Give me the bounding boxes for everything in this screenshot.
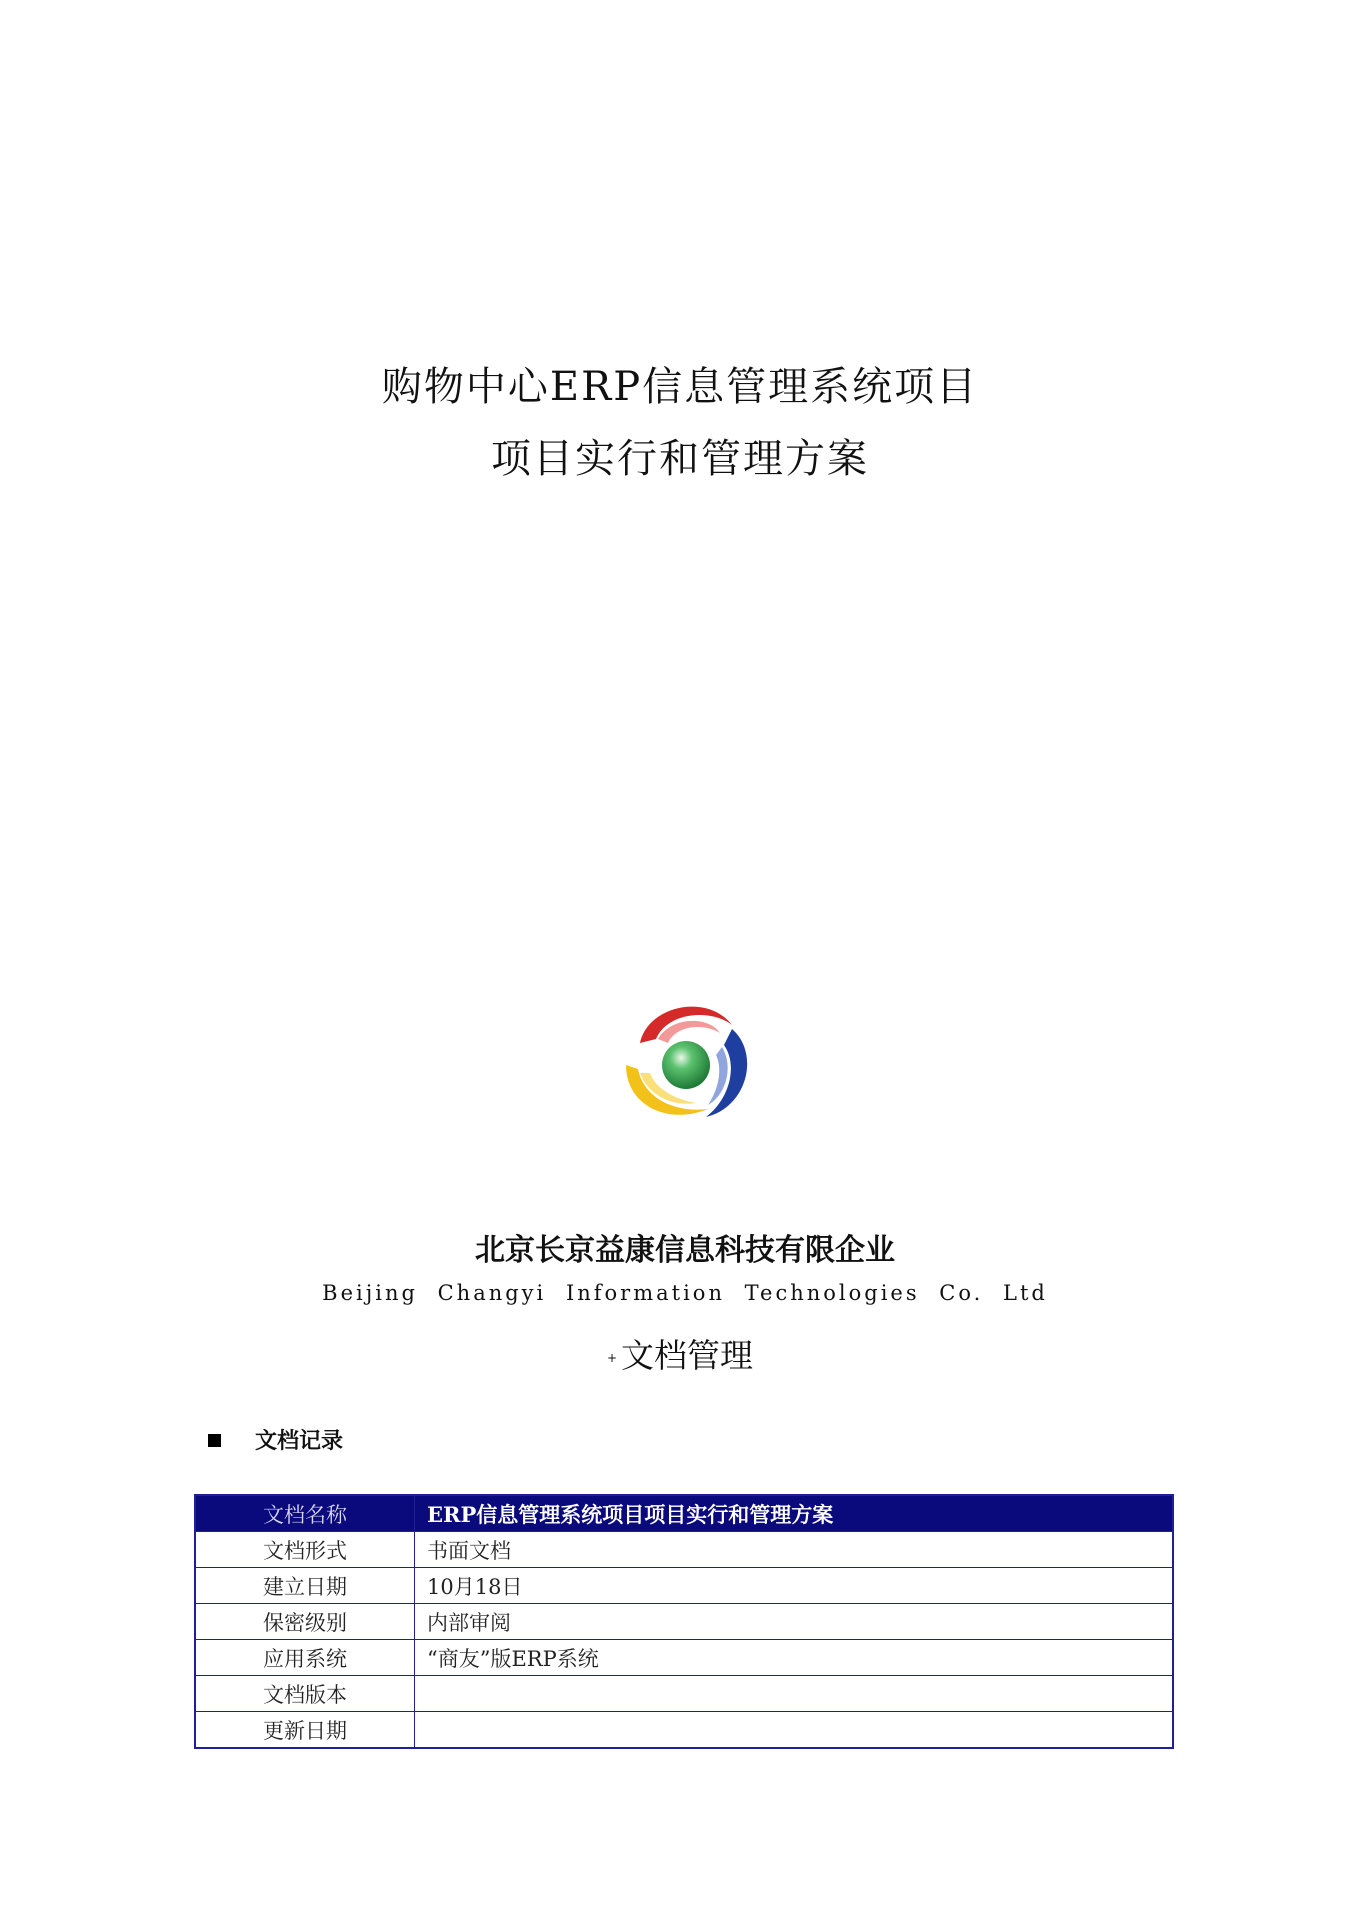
logo-green-ball bbox=[662, 1041, 710, 1089]
row-value: ERP信息管理系统项目项目实行和管理方案 bbox=[415, 1495, 1174, 1532]
row-value bbox=[415, 1676, 1174, 1712]
cover-title-line2: 项目实行和管理方案 bbox=[491, 436, 869, 482]
table-row bbox=[195, 1640, 1173, 1676]
table-row bbox=[195, 1604, 1173, 1640]
row-value bbox=[415, 1712, 1174, 1749]
table-row bbox=[195, 1676, 1173, 1712]
table-row bbox=[195, 1712, 1173, 1749]
company-name-en: Beijing Changyi Information Technologies Co. Ltd bbox=[322, 1281, 1048, 1305]
table-row bbox=[195, 1495, 1173, 1532]
row-label: 保密级别 bbox=[195, 1604, 415, 1640]
company-logo-icon bbox=[620, 995, 755, 1125]
row-value: 10月18日 bbox=[415, 1568, 1174, 1604]
table-row bbox=[195, 1532, 1173, 1568]
row-label: 文档版本 bbox=[195, 1676, 415, 1712]
row-value: 内部审阅 bbox=[415, 1604, 1174, 1640]
row-label: 文档名称 bbox=[195, 1495, 415, 1532]
row-label: 文档形式 bbox=[195, 1532, 415, 1568]
table-row bbox=[195, 1568, 1173, 1604]
cover-title-line1: 购物中心ERP信息管理系统项目 bbox=[381, 364, 979, 410]
row-label: 建立日期 bbox=[195, 1568, 415, 1604]
square-bullet-icon bbox=[208, 1434, 221, 1447]
row-value: “商友”版ERP系统 bbox=[415, 1640, 1174, 1676]
doc-management-heading bbox=[0, 1330, 1360, 1377]
doc-record-table bbox=[194, 1494, 1174, 1749]
doc-record-heading bbox=[208, 1424, 343, 1455]
row-label: 应用系统 bbox=[195, 1640, 415, 1676]
company-name-cn: 北京长京益康信息科技有限企业 bbox=[475, 1233, 895, 1268]
doc-record-title: 文档记录 bbox=[255, 1429, 344, 1454]
row-value: 书面文档 bbox=[415, 1532, 1174, 1568]
row-label: 更新日期 bbox=[195, 1712, 415, 1749]
section-mark-icon: + bbox=[606, 1350, 618, 1365]
doc-management-title: 文档管理 bbox=[621, 1336, 754, 1375]
